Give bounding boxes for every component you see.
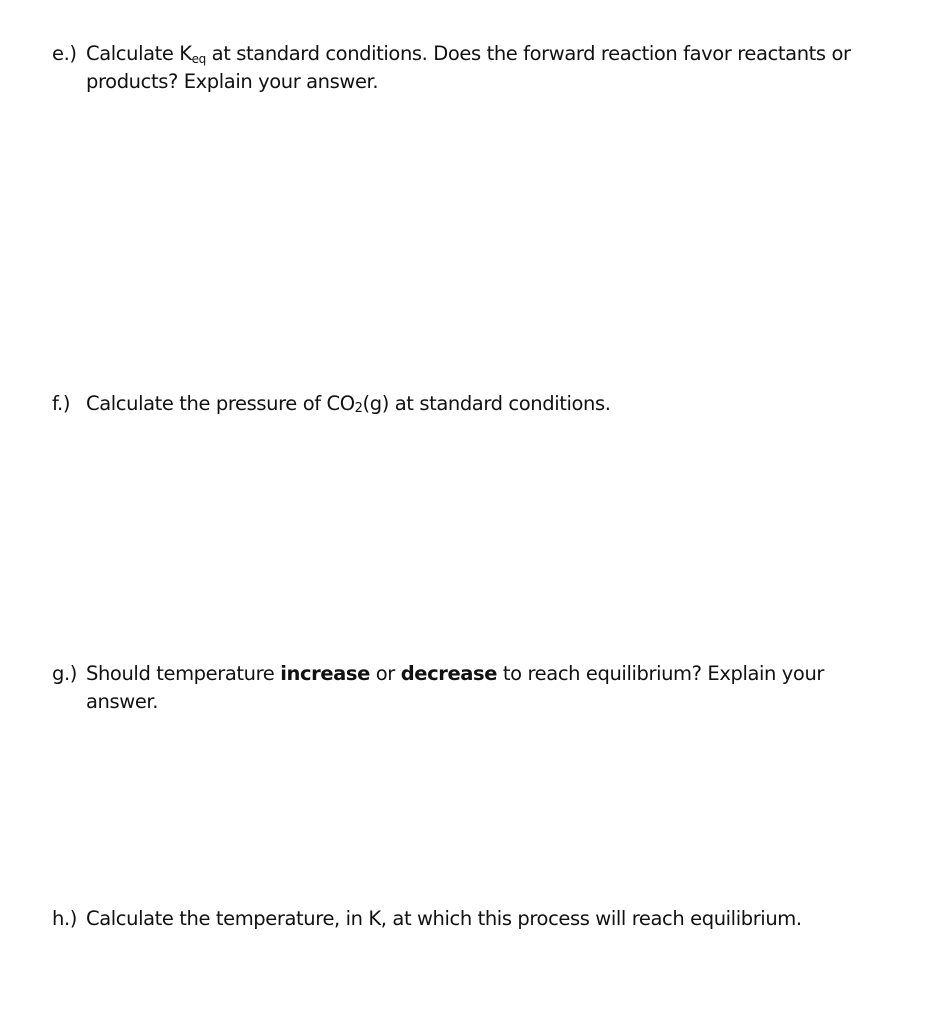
- question-text: [86, 662, 824, 685]
- text-segment: to reach equilibrium? Explain your: [497, 662, 825, 685]
- subscript: 2: [354, 401, 363, 416]
- text-segment: (g) at standard conditions.: [362, 392, 611, 415]
- text-segment: Calculate the pressure of CO: [86, 392, 355, 415]
- bold-term: decrease: [400, 662, 498, 685]
- question-label: e.): [52, 42, 77, 65]
- text-segment: Calculate K: [86, 42, 192, 65]
- text-segment: at standard conditions. Does the forward reaction favor reactants or: [205, 42, 851, 65]
- question-label: f.): [52, 392, 71, 415]
- question-g: [52, 660, 902, 716]
- subscript: eq: [191, 52, 206, 66]
- question-label: g.): [52, 662, 77, 685]
- question-label: h.): [52, 907, 77, 930]
- question-text-continued: answer.: [86, 690, 159, 713]
- question-text: Calculate the temperature, in K, at which this process will reach equilibrium.: [86, 907, 802, 930]
- text-segment: or: [369, 662, 401, 685]
- question-text: [86, 42, 851, 65]
- question-text: [86, 392, 611, 415]
- question-text-continued: products? Explain your answer.: [86, 70, 379, 93]
- bold-term: increase: [280, 662, 370, 685]
- question-h: [52, 905, 912, 933]
- question-f: [52, 390, 912, 418]
- text-segment: Should temperature: [86, 662, 281, 685]
- question-e: [52, 40, 912, 96]
